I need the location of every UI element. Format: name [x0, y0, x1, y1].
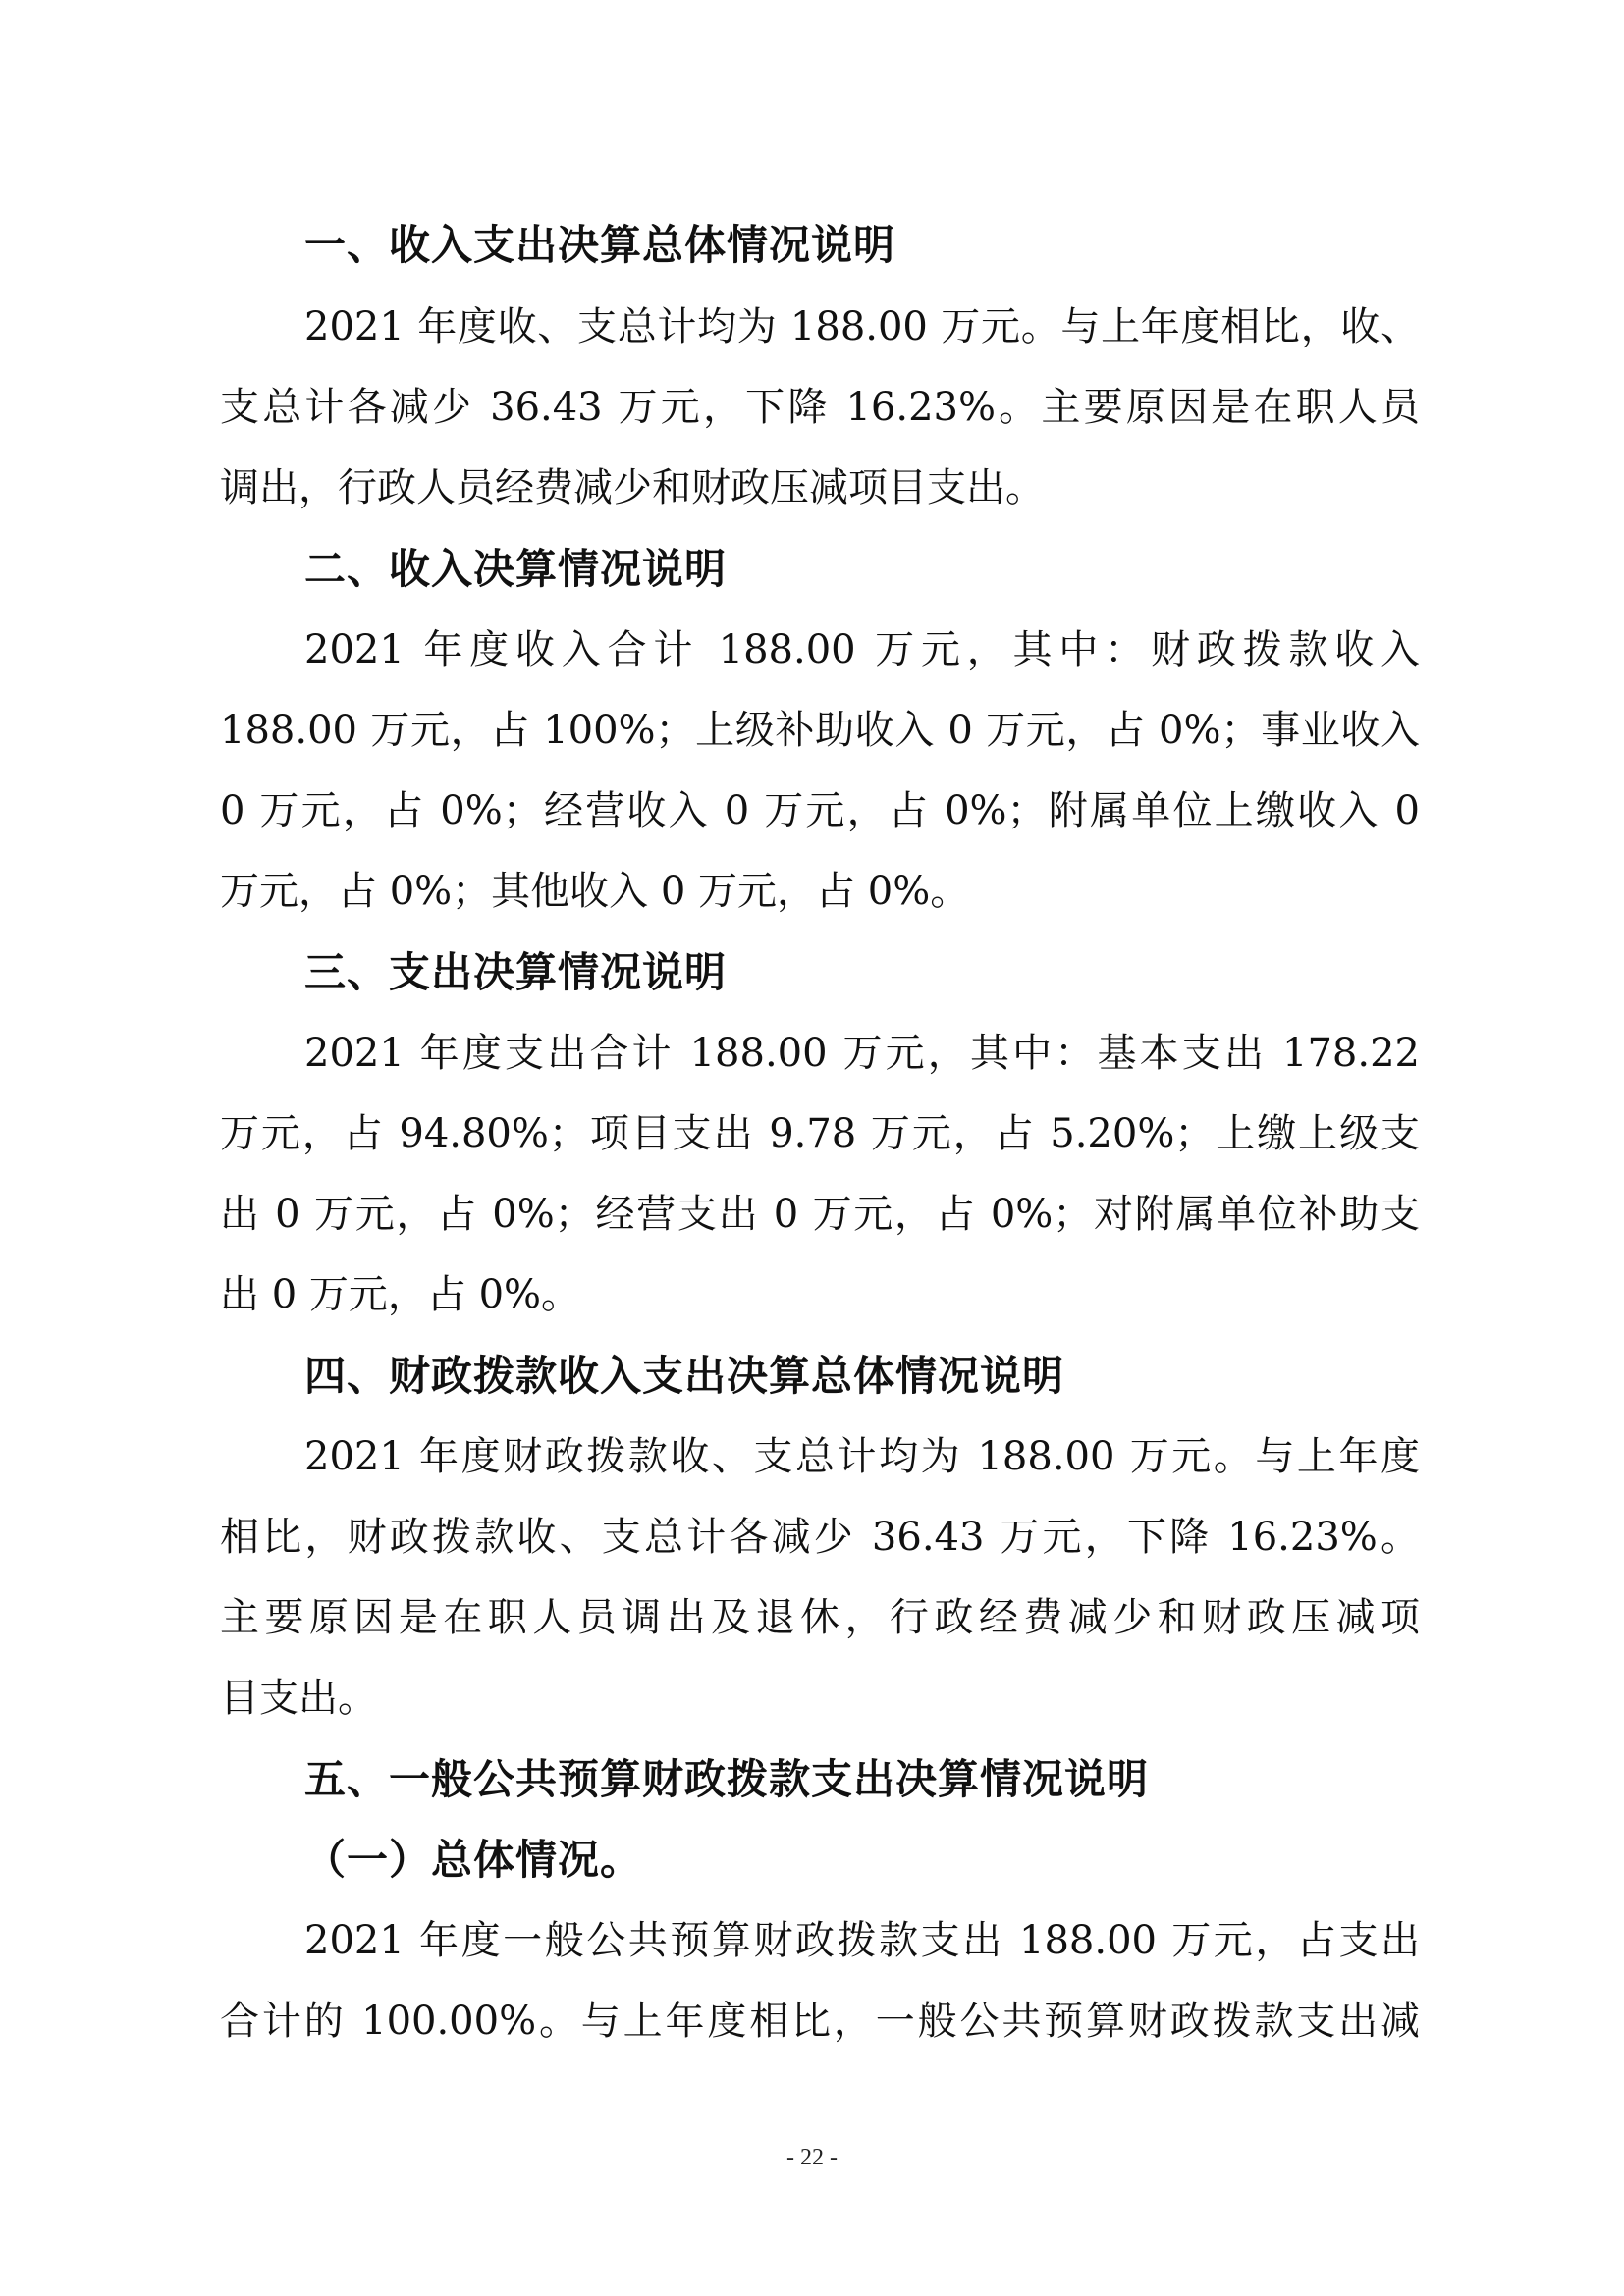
section-1-heading: 一、收入支出决算总体情况说明 [304, 221, 896, 269]
section-4-line-2: 相比，财政拨款收、支总计各减少 36.43 万元，下降 16.23%。 [220, 1515, 1420, 1560]
section-2-heading: 二、收入决算情况说明 [304, 545, 728, 593]
section-4-heading: 四、财政拨款收入支出决算总体情况说明 [304, 1352, 1065, 1400]
section-2-line-4: 万元，占 0%；其他收入 0 万元，占 0%。 [220, 869, 970, 914]
section-1-line-2: 支总计各减少 36.43 万元，下降 16.23%。主要原因是在职人员 [220, 385, 1420, 430]
section-1-line-3: 调出，行政人员经费减少和财政压减项目支出。 [220, 465, 1045, 510]
section-4-line-4: 目支出。 [220, 1676, 377, 1721]
section-3-line-4: 出 0 万元，占 0%。 [220, 1272, 581, 1317]
section-5-line-1: 2021 年度一般公共预算财政拨款支出 188.00 万元，占支出 [304, 1918, 1420, 1963]
section-3-line-2: 万元，占 94.80%；项目支出 9.78 万元，占 5.20%；上缴上级支 [220, 1111, 1420, 1156]
section-4-line-3: 主要原因是在职人员调出及退休，行政经费减少和财政压减项 [220, 1595, 1420, 1640]
section-5-subheading: （一）总体情况。 [304, 1836, 643, 1884]
section-4-line-1: 2021 年度财政拨款收、支总计均为 188.00 万元。与上年度 [304, 1434, 1420, 1479]
section-3-line-3: 出 0 万元，占 0%；经营支出 0 万元，占 0%；对附属单位补助支 [220, 1192, 1420, 1237]
section-1-line-1: 2021 年度收、支总计均为 188.00 万元。与上年度相比，收、 [304, 304, 1420, 349]
section-3-heading: 三、支出决算情况说明 [304, 948, 728, 996]
section-5-heading: 五、一般公共预算财政拨款支出决算情况说明 [304, 1755, 1150, 1803]
section-3-line-1: 2021 年度支出合计 188.00 万元，其中：基本支出 178.22 [304, 1031, 1420, 1076]
section-2-line-1: 2021 年度收入合计 188.00 万元，其中：财政拨款收入 [304, 627, 1420, 672]
section-2-line-2: 188.00 万元，占 100%；上级补助收入 0 万元，占 0%；事业收入 [220, 708, 1420, 753]
section-5-line-2: 合计的 100.00%。与上年度相比，一般公共预算财政拨款支出减 [220, 1999, 1420, 2044]
section-2-line-3: 0 万元，占 0%；经营收入 0 万元，占 0%；附属单位上缴收入 0 [220, 788, 1420, 833]
page-number: - 22 - [786, 2145, 838, 2170]
